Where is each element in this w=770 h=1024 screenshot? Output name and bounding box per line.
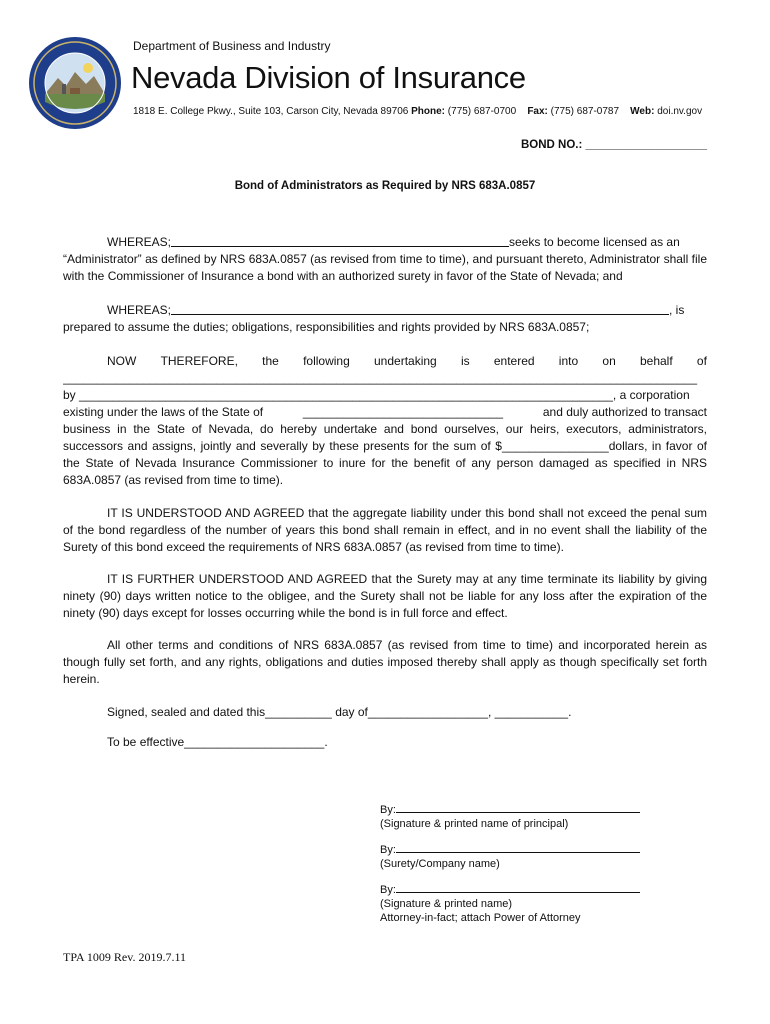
whereas-2-lead: WHEREAS;	[107, 303, 172, 317]
now-therefore-paragraph	[63, 353, 707, 489]
signature-block-attorney	[380, 882, 640, 925]
whereas-2-tail: , is	[669, 303, 685, 317]
behalf-of-field[interactable]: _______________________________________________________________________________________________	[63, 371, 698, 385]
corporation-field[interactable]: by ________________________________________________________________________________, a corporation	[63, 388, 690, 402]
document-title: Bond of Administrators as Required by NRS 683A.0857	[234, 180, 536, 192]
principal-signature-line[interactable]	[396, 802, 640, 813]
further-understood-paragraph: IT IS FURTHER UNDERSTOOD AND AGREED that the Surety may at any time terminate its liability by giving ninety (90) days written notice to the obligee, and the Surety shall not be liable for any loss after the expiration of the ninety (90) days except for losses occurring while the bond is in full force and effect.	[63, 572, 707, 620]
word: undertaking	[374, 354, 437, 368]
by-label: By:	[380, 804, 396, 816]
word: NOW	[107, 354, 137, 368]
fax-label: Fax:	[527, 106, 548, 117]
whereas-1-tail: seeks to become licensed as an	[509, 235, 680, 249]
word: following	[303, 354, 350, 368]
form-revision: TPA 1009 Rev. 2019.7.11	[63, 950, 187, 964]
signature-block-surety	[380, 842, 640, 871]
principal-name-field[interactable]	[171, 302, 669, 315]
signature-caption: (Surety/Company name)	[380, 858, 500, 870]
address: 1818 E. College Pkwy., Suite 103, Carson City, Nevada 89706	[133, 106, 409, 117]
phone-label: Phone:	[411, 106, 446, 117]
phone: (775) 687-0700	[447, 106, 517, 117]
state-field[interactable]: ______________________________	[302, 405, 504, 419]
word: entered	[493, 354, 535, 368]
existing-line	[63, 404, 707, 421]
word: on	[602, 354, 616, 368]
agency-name: Nevada Division of Insurance	[131, 60, 526, 95]
by-label: By:	[380, 844, 396, 856]
word: THEREFORE,	[160, 354, 238, 368]
signature-caption: (Signature & printed name of principal)	[380, 818, 569, 830]
whereas-2-text: prepared to assume the duties; obligations, responsibilities and rights provided by NRS 683A.0857;	[63, 320, 590, 334]
signature-block-principal	[380, 802, 640, 831]
signature-caption: (Signature & printed name)	[380, 898, 513, 910]
authorized-text: and duly authorized to transact	[542, 405, 707, 419]
word: behalf	[639, 354, 673, 368]
word: of	[696, 354, 707, 368]
now-therefore-line	[63, 353, 707, 370]
contact-line	[133, 106, 702, 117]
signature-note: Attorney-in-fact; attach Power of Attorney	[380, 912, 581, 924]
fax: (775) 687-0787	[550, 106, 620, 117]
surety-signature-line[interactable]	[396, 842, 640, 853]
signed-dated-line[interactable]: Signed, sealed and dated this__________ day of__________________, ___________.	[107, 705, 572, 719]
word: is	[460, 354, 470, 368]
whereas-1-lead: WHEREAS;	[107, 235, 172, 249]
whereas-1-text: “Administrator” as defined by NRS 683A.0857 (as revised from time to time), and pursuant thereto, Administrator shall file with the Commissioner of Insurance a bond with an authorized surety in favor of the State of Nevada; and	[63, 252, 707, 283]
nevada-state-seal	[28, 36, 122, 130]
attorney-signature-line[interactable]	[396, 882, 640, 893]
administrator-name-field[interactable]	[171, 234, 509, 247]
undertaking-text: business in the State of Nevada, do hereby undertake and bond ourselves, our heirs, executors, administrators, successors and assigns, jointly and severally by these presents for the sum of $________________dollars, in favor of the State of Nevada Insurance Commissioner to inure for the benefit of any person damaged as specified in NRS 683A.0857 (as revised from time to time).	[63, 422, 707, 487]
whereas-paragraph-1	[63, 234, 707, 285]
web: doi.nv.gov	[657, 106, 703, 117]
department-name: Department of Business and Industry	[133, 39, 331, 53]
whereas-paragraph-2	[63, 302, 707, 336]
bond-number-field[interactable]: BOND NO.: ___________________	[520, 139, 707, 151]
effective-date-line[interactable]: To be effective_____________________.	[107, 735, 328, 749]
word: the	[262, 354, 279, 368]
understood-paragraph: IT IS UNDERSTOOD AND AGREED that the aggregate liability under this bond shall not exceed the penal sum of the bond regardless of the number of years this bond shall remain in effect, and in no event shall the liability of the Surety of this bond exceed the requirements of NRS 683A.0857 (as revised from time to time).	[63, 506, 707, 554]
word: into	[558, 354, 579, 368]
existing-text: existing under the laws of the State of	[63, 405, 264, 419]
other-terms-paragraph: All other terms and conditions of NRS 683A.0857 (as revised from time to time) and incorporated herein as though fully set forth, and any rights, obligations and duties imposed thereby shall apply as though specifically set forth herein.	[63, 638, 707, 686]
by-label: By:	[380, 884, 396, 896]
web-label: Web:	[630, 106, 655, 117]
